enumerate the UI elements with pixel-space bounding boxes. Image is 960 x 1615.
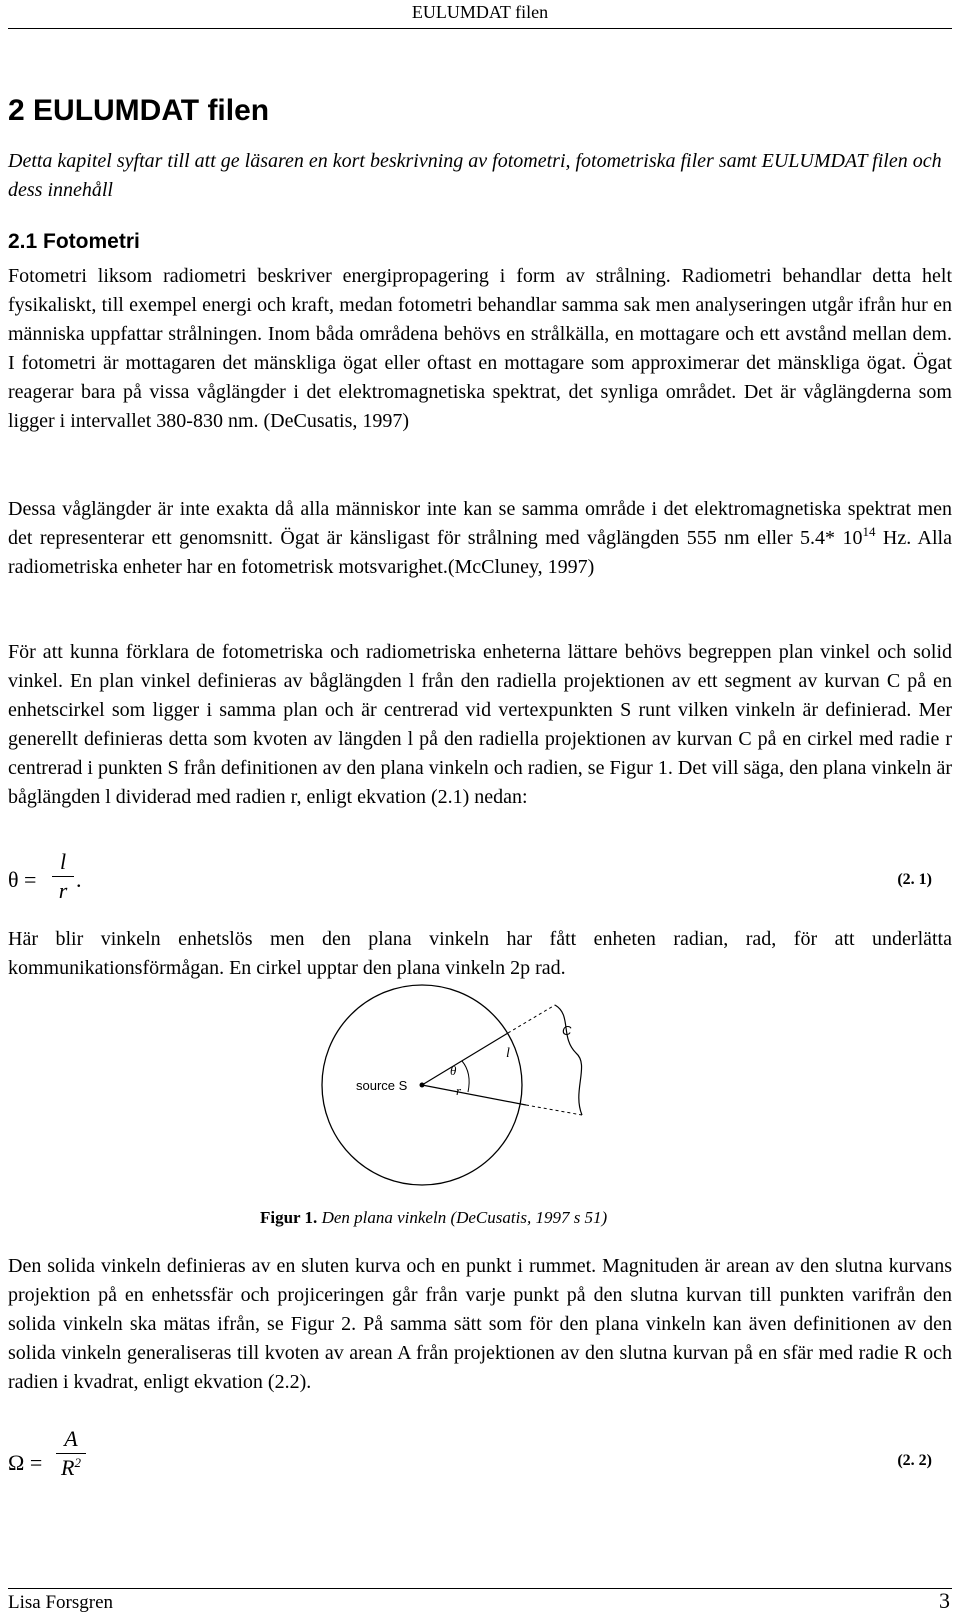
running-header: EULUMDAT filen	[411, 2, 549, 22]
fraction-bar	[56, 1453, 86, 1454]
equation-number: (2. 1)	[897, 871, 932, 888]
label-source: source S	[356, 1078, 408, 1093]
exponent: 14	[862, 524, 876, 539]
label-theta: θ	[450, 1063, 457, 1078]
equation-lhs: θ =	[8, 867, 37, 892]
equation-lhs: Ω =	[8, 1450, 43, 1475]
equation-numerator: l	[59, 849, 67, 874]
paragraph-wavelengths-text: Dessa våglängder är inte exakta då alla människor inte kan se samma område i det elektromagnetiska spektrat men det representerar ett genomsnitt. Ögat är känsligast för strålning med våglängden 555 nm eller 5.4* 10	[8, 498, 952, 549]
equation-fraction	[52, 849, 74, 904]
plane-angle-diagram	[310, 965, 630, 1195]
paragraph-photometry-intro: Fotometri liksom radiometri beskriver energipropagering i form av strålning. Radiometri behandlar detta helt fysikaliskt, till exempel energi och kraft, medan fotometri behandlar samma sak men analyseringen utgår ifrån hur en människa uppfattar strålningen. Inom båda områdena behövs en strålkälla, en mottagare och ett avstånd mellan dem. I fotometri är mottagaren det mänskliga ögat eller oftast en mottagare som approximerar det mänskliga ögat. Ögat reagerar bara på vissa våglängder i det elektromagnetiska spektrat, det synliga området. Det är våglängderna som ligger i intervallet 380-830 nm. (DeCusatis, 1997)	[8, 265, 952, 432]
fraction-bar	[52, 876, 74, 877]
equation-2-1	[8, 849, 952, 915]
page-number: 3	[939, 1588, 950, 1613]
header-rule	[8, 28, 952, 29]
paragraph-radian: Här blir vinkeln enhetslös men den plana vinkeln har fått enheten radian, rad, för att underlätta kommunikationsförmågan. En cirkel upptar den plana vinkeln 2p rad.	[8, 928, 952, 979]
paragraph-wavelengths	[8, 495, 952, 582]
paragraph-solid-angle: Den solida vinkeln definieras av en sluten kurva och en punkt i rummet. Magnituden är arean av den slutna kurvans projektion på en enhetssfär och projiceringen går från varje punkt på den slutna kurvan till punkten varifrån den solida vinkeln ska mätas ifrån, se Figur 2. På samma sätt som för den plana vinkeln kan även definitionen av den solida vinkeln generaliseras till kvoten av arean A från projektionen av den slutna kurvan på en sfär med radie R och radien i kvadrat, enligt ekvation (2.2).	[8, 1255, 952, 1393]
chapter-title: 2 EULUMDAT filen	[8, 94, 270, 127]
equation-fraction	[56, 1426, 86, 1481]
paragraph-wavelengths-tail: Hz. Alla radiometriska enheter har en fotometrisk motsvarighet.(McCluney, 1997)	[8, 527, 952, 578]
equation-2-2	[8, 1426, 952, 1500]
figure-caption	[260, 1208, 607, 1228]
equation-numerator: A	[64, 1426, 78, 1451]
label-c: C	[562, 1023, 572, 1038]
label-r: r	[456, 1083, 462, 1098]
equation-number: (2. 2)	[897, 1452, 932, 1469]
figure-caption-text: Den plana vinkeln (DeCusatis, 1997 s 51)	[317, 1208, 608, 1227]
label-l: l	[506, 1046, 510, 1061]
equation-trail: .	[76, 867, 82, 892]
figure-plane-angle	[310, 965, 630, 1195]
equation-exponent: 2	[74, 1455, 81, 1470]
section-title: 2.1 Fotometri	[8, 230, 140, 253]
chapter-intro: Detta kapitel syftar till att ge läsaren en kort beskrivning av fotometri, fotometriska filer samt EULUMDAT filen och dess innehåll	[8, 150, 942, 201]
equation-denominator: r	[58, 878, 68, 903]
paragraph-plane-angle: För att kunna förklara de fotometriska och radiometriska enheterna lättare behövs begreppen plan vinkel och solid vinkel. En plan vinkel definieras av båglängden l från den radiella projektionen av ett segment av kurvan C på en enhetscirkel som ligger i samma plan och är centrerad vid vertexpunkten S runt vilken vinkeln är definierad. Mer generellt definieras detta som kvoten av längden l på den radiella projektionen av kurvan C på en cirkel med radie r centrerad i punkten S från definitionen av den plana vinkeln och radien, se Figur 1. Det vill säga, den plana vinkeln är båglängden l dividerad med radien r, enligt ekvation (2.1) nedan:	[8, 641, 952, 808]
footer-rule	[8, 1588, 952, 1589]
footer-author: Lisa Forsgren	[8, 1592, 114, 1613]
figure-caption-label: Figur 1.	[260, 1208, 318, 1227]
equation-denominator-wrap	[56, 1455, 86, 1481]
equation-denominator: R	[61, 1455, 75, 1480]
